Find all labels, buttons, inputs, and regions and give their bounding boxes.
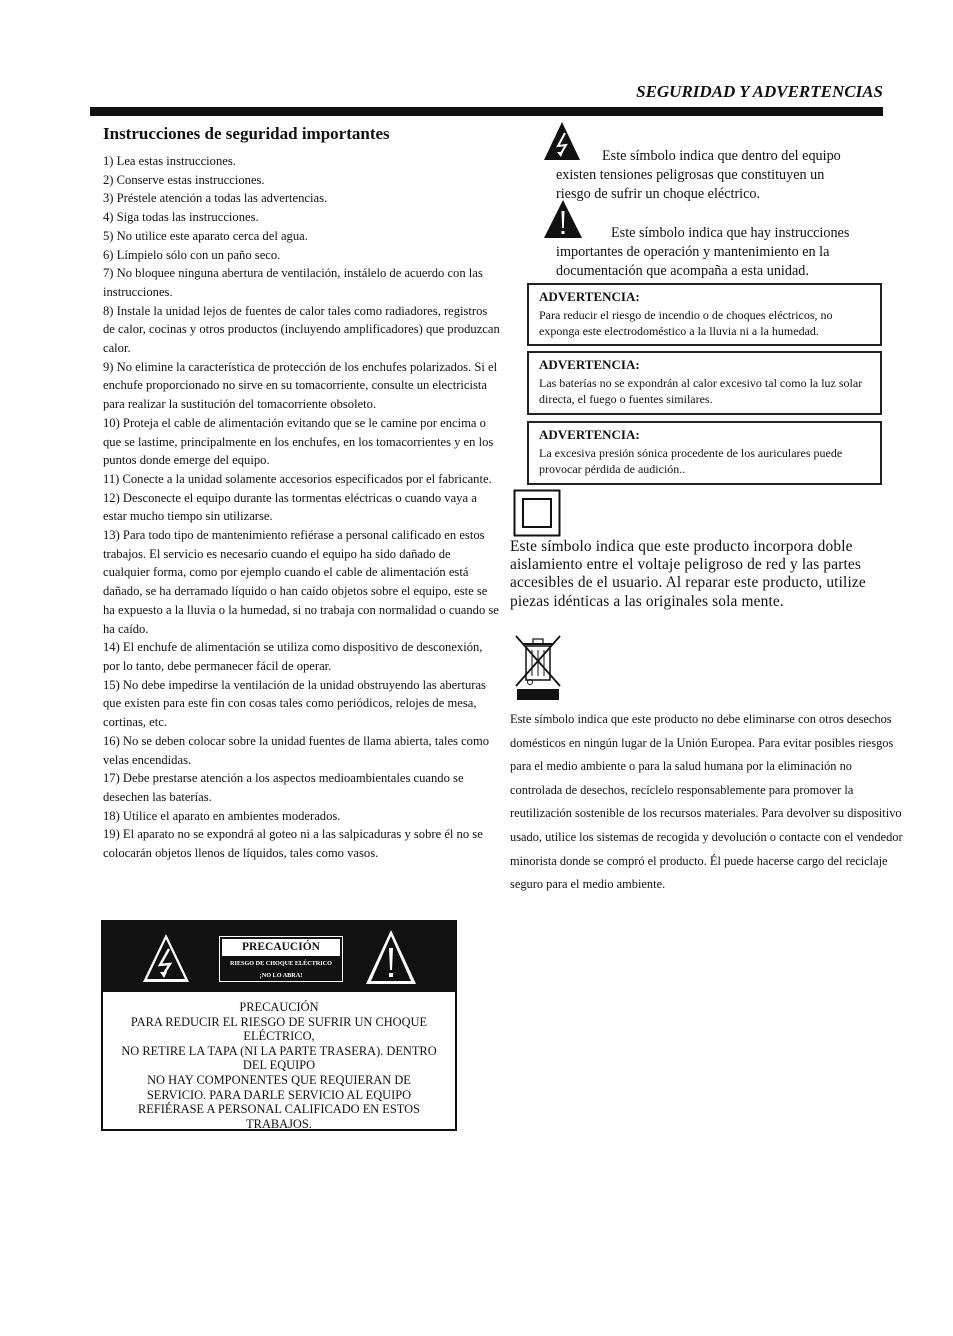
double-insulation-text: Este símbolo indica que este producto incorpora doble aislamiento entre el voltaje peligroso de red y las partes accesibles de el usuario. Al reparar este producto, utilize piezas idénticas a las originales sola mente.: [510, 538, 866, 610]
instruction-item: 7) No bloquee ninguna abertura de ventilación, instálelo de acuerdo con las instrucciones.: [103, 266, 483, 299]
weee-crossed-bin-icon: [514, 632, 562, 702]
caution-text: [103, 1000, 455, 1131]
instructions-heading: Instrucciones de seguridad importantes: [103, 124, 390, 143]
instruction-item: 6) Límpielo sólo con un paño seco.: [103, 247, 281, 262]
exclamation-symbol-text: Este símbolo indica que hay instrucciones: [611, 225, 850, 241]
page-header-title: SEGURIDAD Y ADVERTENCIAS: [636, 82, 883, 101]
instruction-item: 11) Conecte a la unidad solamente accesorios especificados por el fabricante.: [103, 471, 492, 486]
warning-title: ADVERTENCIA:: [539, 357, 640, 372]
warning-box-fire: [527, 283, 882, 346]
caution-label-title: PRECAUCIÓN: [222, 939, 340, 956]
lightning-symbol-text: existen tensiones peligrosas que constituyen un: [556, 167, 825, 183]
safety-instructions: [103, 124, 500, 863]
lightning-symbol-text: riesgo de sufrir un choque eléctrico.: [556, 186, 761, 202]
instruction-item: 12) Desconecte el equipo durante las tormentas eléctricas o cuando vaya a estar mucho tiempo sin utilizarse.: [103, 490, 477, 524]
caution-line: REFIÉRASE A PERSONAL CALIFICADO EN ESTOS: [138, 1102, 420, 1117]
weee-text: Este símbolo indica que este producto no debe eliminarse con otros desechos domésticos en ningún lugar de la Unión Europea. Para evitar posibles riesgos para el medio ambiente o para la salud humana por la eliminación no controlada de desechos, recíclelo responsablemente para promover la reutilización sostenible de los recursos materiales. Para devolver su dispositivo usado, utilice los sistemas de recogida y devolución o contacte con el vendedor minorista donde se compró el producto. Él puede hacerse cargo del reciclaje seguro para el medio ambiente.: [510, 712, 903, 892]
exclamation-warning-icon: [543, 199, 583, 239]
instruction-item: 8) Instale la unidad lejos de fuentes de calor tales como radiadores, registros de calor, cocinas y otros productos (incluyendo amplificadores) que produzcan calor.: [103, 303, 500, 356]
instruction-item: 15) No debe impedirse la ventilación de la unidad obstruyendo las aberturas que existen para este fin con cosas tales como periódicos, relojes de mesa, cortinas, etc.: [103, 677, 486, 730]
double-insulation-icon: [513, 489, 561, 537]
caution-line: SERVICIO. PARA DARLE SERVICIO AL EQUIPO: [146, 1087, 412, 1102]
caution-line: PARA REDUCIR EL RIESGO DE SUFRIR UN CHOQUE: [130, 1014, 428, 1029]
instruction-item: 14) El enchufe de alimentación se utiliza como dispositivo de desconexión, por lo tanto, debe permanecer fácil de operar.: [103, 640, 483, 673]
instruction-item: 2) Conserve estas instrucciones.: [103, 172, 265, 187]
caution-label-line: ¡NO LO ABRA!: [259, 972, 303, 979]
caution-line: NO HAY COMPONENTES QUE REQUIERAN DE: [147, 1072, 411, 1087]
lightning-warning-icon: [141, 932, 191, 984]
header-rule: [90, 107, 883, 116]
warning-text: Las baterías no se expondrán al calor excesivo tal como la luz solar directa, el fuego o fuentes similares.: [539, 375, 863, 406]
caution-label: [219, 936, 343, 982]
instruction-item: 17) Debe prestarse atención a los aspectos medioambientales cuando se desechen las baterías.: [103, 771, 464, 804]
instruction-item: 16) No se deben colocar sobre la unidad fuentes de llama abierta, tales como velas encendidas.: [103, 733, 490, 767]
caution-box: [101, 920, 457, 1131]
warning-box-batteries: [527, 351, 882, 415]
caution-line: PRECAUCIÓN: [239, 1000, 319, 1014]
caution-line: ELÉCTRICO,: [243, 1029, 315, 1044]
instruction-item: 10) Proteja el cable de alimentación evitando que se le camine por encima o que se lastime, principalmente en los enchufes, en los tomacorrientes y en los puntos donde emerge del equipo.: [103, 415, 494, 468]
instruction-item: 5) No utilice este aparato cerca del agua.: [103, 228, 308, 243]
caution-header: [103, 922, 455, 992]
instruction-item: 19) El aparato no se expondrá al goteo ni a las salpicaduras y sobre él no se colocarán objetos llenos de líquidos, tales como vasos.: [103, 827, 483, 861]
warning-title: ADVERTENCIA:: [539, 427, 640, 442]
exclamation-symbol-text: documentación que acompaña a esta unidad.: [556, 263, 809, 279]
instruction-item: 4) Siga todas las instrucciones.: [103, 210, 259, 225]
warning-box-headphones: [527, 421, 882, 485]
caution-line: DEL EQUIPO: [242, 1058, 316, 1073]
instruction-item: 18) Utilice el aparato en ambientes moderados.: [103, 808, 341, 823]
caution-line: NO RETIRE LA TAPA (NI LA PARTE TRASERA). DENTRO: [121, 1043, 437, 1058]
instruction-item: 3) Préstele atención a todas las advertencias.: [103, 191, 328, 206]
lightning-warning-icon: [543, 121, 581, 161]
instruction-item: 9) No elimine la característica de protección de los enchufes polarizados. Si el enchufe proporcionado no sirve en su tomacorriente, consulte un electricista para realizar la sustitución del tomacorriente obsoleto.: [103, 359, 498, 412]
instruction-item: 13) Para todo tipo de mantenimiento refiérase a personal calificado en estos trabajos. El servicio es necesario cuando el equipo ha sido dañado de cualquier forma, como por ejemplo cuando el cable de alimentación está dañado, se ha derramado líquido o han caído objetos sobre el equipo, este se ha expuesto a la lluvia o la humedad, si no trabaja con normalidad o cuando se ha caído.: [103, 528, 499, 636]
warning-title: ADVERTENCIA:: [539, 289, 640, 304]
exclamation-warning-icon: [364, 928, 418, 986]
instruction-item: 1) Lea estas instrucciones.: [103, 154, 236, 168]
caution-label-line: RIESGO DE CHOQUE ELÉCTRICO: [230, 960, 332, 967]
warning-text: Para reducir el riesgo de incendio o de choques eléctricos, no exponga este electrodoméstico a la lluvia ni a la humedad.: [539, 307, 833, 338]
warning-text: La excesiva presión sónica procedente de los auriculares puede provocar pérdida de audición..: [539, 445, 843, 476]
exclamation-symbol-text: importantes de operación y mantenimiento en la: [556, 244, 830, 260]
caution-line: TRABAJOS.: [246, 1116, 312, 1131]
lightning-symbol-text: Este símbolo indica que dentro del equipo: [602, 148, 841, 164]
